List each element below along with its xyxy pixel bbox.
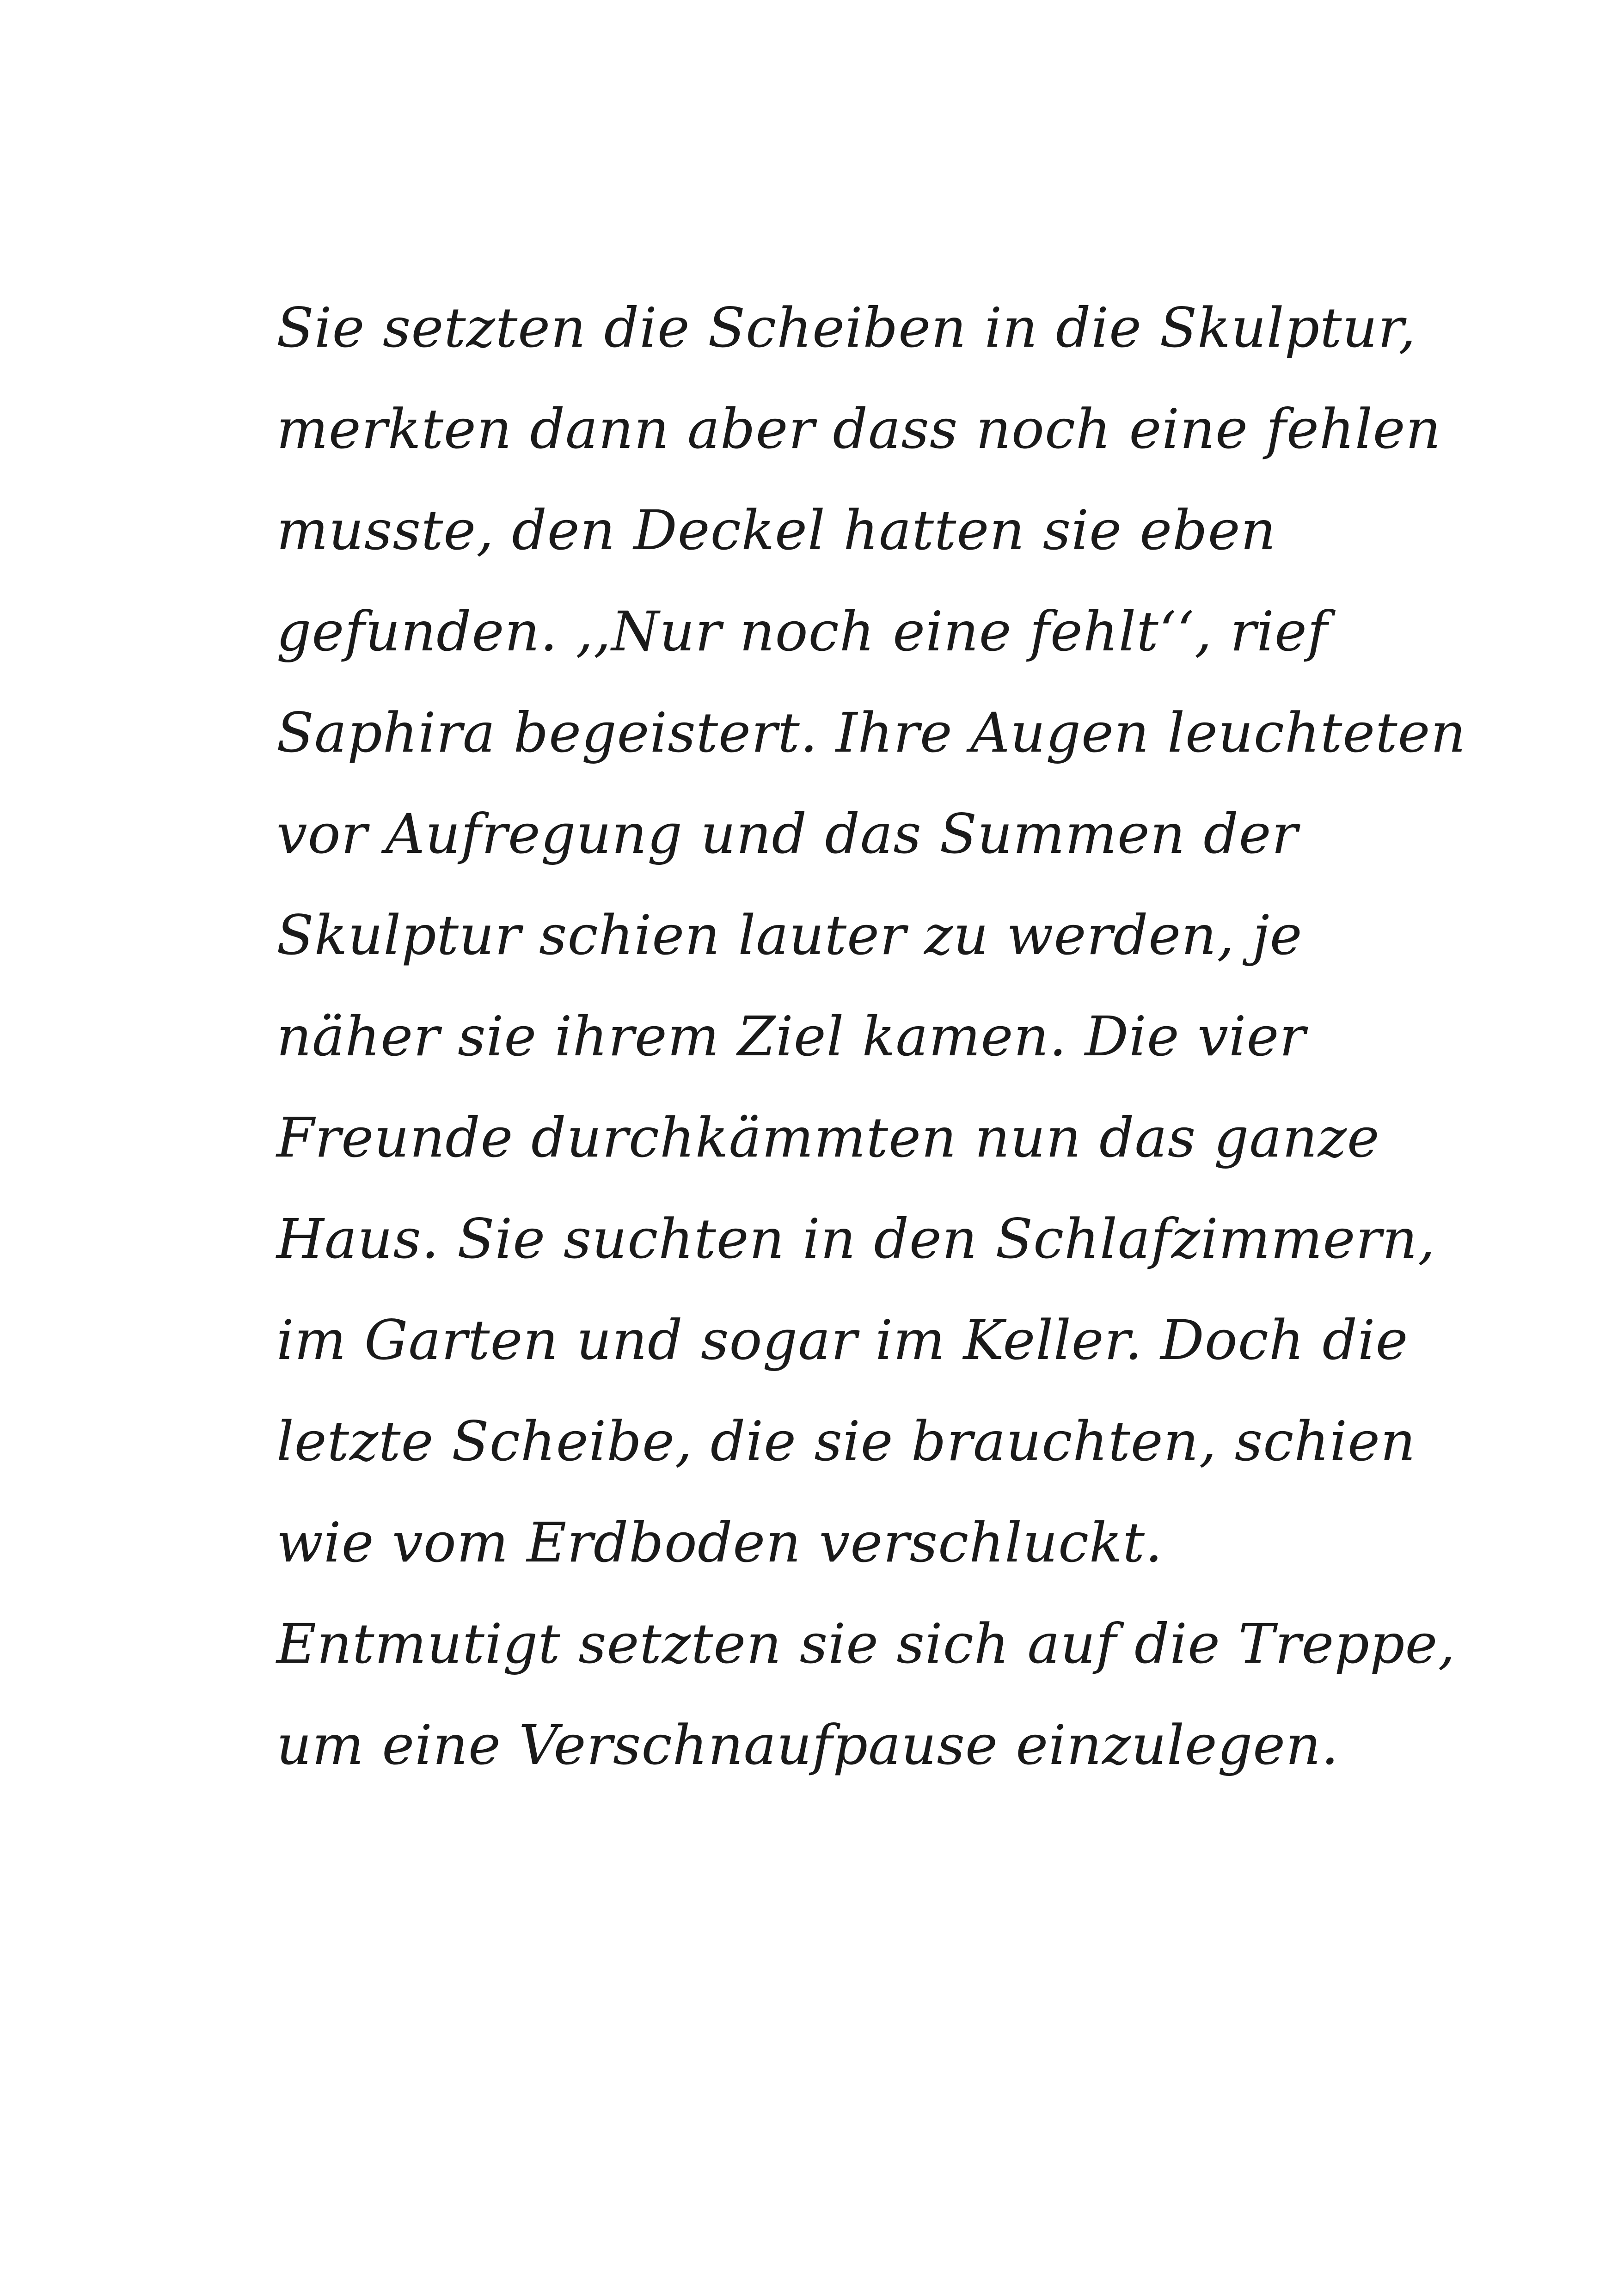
text-line: um eine Verschnaufpause einzulegen. <box>276 1713 1339 1777</box>
text-line: letzte Scheibe, die sie brauchten, schien <box>276 1409 1416 1473</box>
text-line: Skulptur schien lauter zu werden, je <box>276 903 1303 967</box>
text-line: im Garten und sogar im Keller. Doch die <box>276 1308 1409 1372</box>
text-line: merkten dann aber dass noch eine fehlen <box>276 397 1441 461</box>
text-line: Sie setzten die Scheiben in die Skulptur, <box>276 296 1416 360</box>
text-line: vor Aufregung und das Summen der <box>276 802 1299 866</box>
text-line: näher sie ihrem Ziel kamen. Die vier <box>276 1004 1306 1068</box>
story-paragraph <box>276 277 1466 1796</box>
text-line: Saphira begeistert. Ihre Augen leuchteten <box>276 701 1466 765</box>
text-line: Haus. Sie suchten in den Schlafzimmern, <box>276 1207 1436 1271</box>
text-line: Freunde durchkämmten nun das ganze <box>276 1106 1380 1169</box>
text-line: musste, den Deckel hatten sie eben <box>276 498 1276 562</box>
text-line: gefunden. ,,Nur noch eine fehlt‘‘, rief <box>276 600 1328 663</box>
text-line: wie vom Erdboden verschluckt. <box>276 1511 1163 1574</box>
text-line: Entmutigt setzten sie sich auf die Treppe, <box>276 1612 1456 1676</box>
